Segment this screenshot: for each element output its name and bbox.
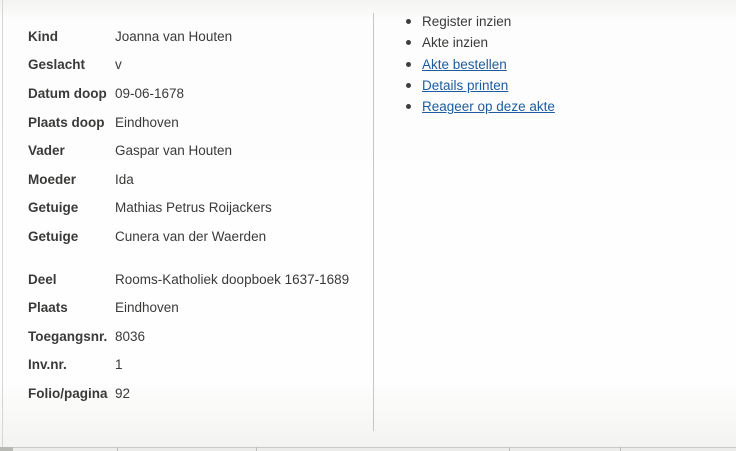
field-label: Vader	[28, 143, 65, 159]
field-value: 1	[115, 357, 123, 373]
field-label: Getuige	[28, 228, 79, 244]
field-row	[28, 322, 368, 351]
field-value: Ida	[115, 171, 134, 187]
field-label: Datum doop	[28, 85, 107, 101]
person-fields-group	[28, 22, 368, 251]
field-label: Deel	[28, 271, 57, 287]
action-link[interactable]: Details printen	[422, 78, 509, 94]
actions-list	[404, 11, 704, 117]
bullet-icon	[406, 40, 411, 45]
action-label: Akte inzien	[422, 35, 489, 51]
field-row	[28, 108, 368, 137]
field-label: Getuige	[28, 200, 79, 216]
action-label: Register inzien	[422, 14, 512, 30]
field-row	[28, 194, 368, 223]
field-label: Plaats doop	[28, 114, 105, 130]
bullet-icon	[406, 83, 411, 88]
edge-corner-segment	[0, 447, 13, 451]
edge-tick	[620, 447, 621, 451]
field-value: 8036	[115, 328, 146, 344]
actions-panel	[404, 11, 704, 117]
field-label: Plaats	[28, 300, 68, 316]
field-row	[28, 293, 368, 322]
action-link[interactable]: Akte bestellen	[422, 56, 507, 72]
field-row	[28, 22, 368, 51]
record-details	[28, 22, 368, 408]
edge-tick	[509, 447, 510, 451]
field-value: Cunera van der Waerden	[115, 228, 267, 244]
field-label: Geslacht	[28, 57, 86, 73]
column-divider	[373, 13, 374, 431]
edge-tick	[256, 447, 257, 451]
field-row	[28, 265, 368, 294]
field-value: Eindhoven	[115, 300, 179, 316]
field-label: Moeder	[28, 171, 77, 187]
next-section-edge	[0, 447, 736, 451]
field-row	[28, 79, 368, 108]
field-label: Kind	[28, 28, 58, 44]
field-value: Gaspar van Houten	[115, 143, 233, 159]
action-link-item	[404, 96, 704, 117]
field-row	[28, 379, 368, 408]
field-row	[28, 222, 368, 251]
field-label: Folio/pagina	[28, 385, 108, 401]
field-value: 92	[115, 385, 131, 401]
bullet-icon	[406, 104, 411, 109]
field-label: Toegangsnr.	[28, 328, 108, 344]
action-link-item	[404, 54, 704, 75]
field-row	[28, 51, 368, 80]
field-row	[28, 136, 368, 165]
field-value: Eindhoven	[115, 114, 179, 130]
panel-left-border	[2, 0, 3, 451]
field-value: 09-06-1678	[115, 85, 185, 101]
source-fields-group	[28, 265, 368, 408]
field-row	[28, 351, 368, 380]
action-link-item	[404, 75, 704, 96]
action-text-item	[404, 32, 704, 53]
field-value: Joanna van Houten	[115, 28, 233, 44]
bullet-icon	[406, 62, 411, 67]
field-row	[28, 165, 368, 194]
field-value: Mathias Petrus Roijackers	[115, 200, 272, 216]
field-value: Rooms-Katholiek doopboek 1637-1689	[115, 271, 350, 287]
action-text-item	[404, 11, 704, 32]
field-value: v	[115, 57, 122, 73]
action-link[interactable]: Reageer op deze akte	[422, 99, 555, 115]
field-label: Inv.nr.	[28, 357, 67, 373]
bullet-icon	[406, 19, 411, 24]
edge-tick	[117, 447, 118, 451]
